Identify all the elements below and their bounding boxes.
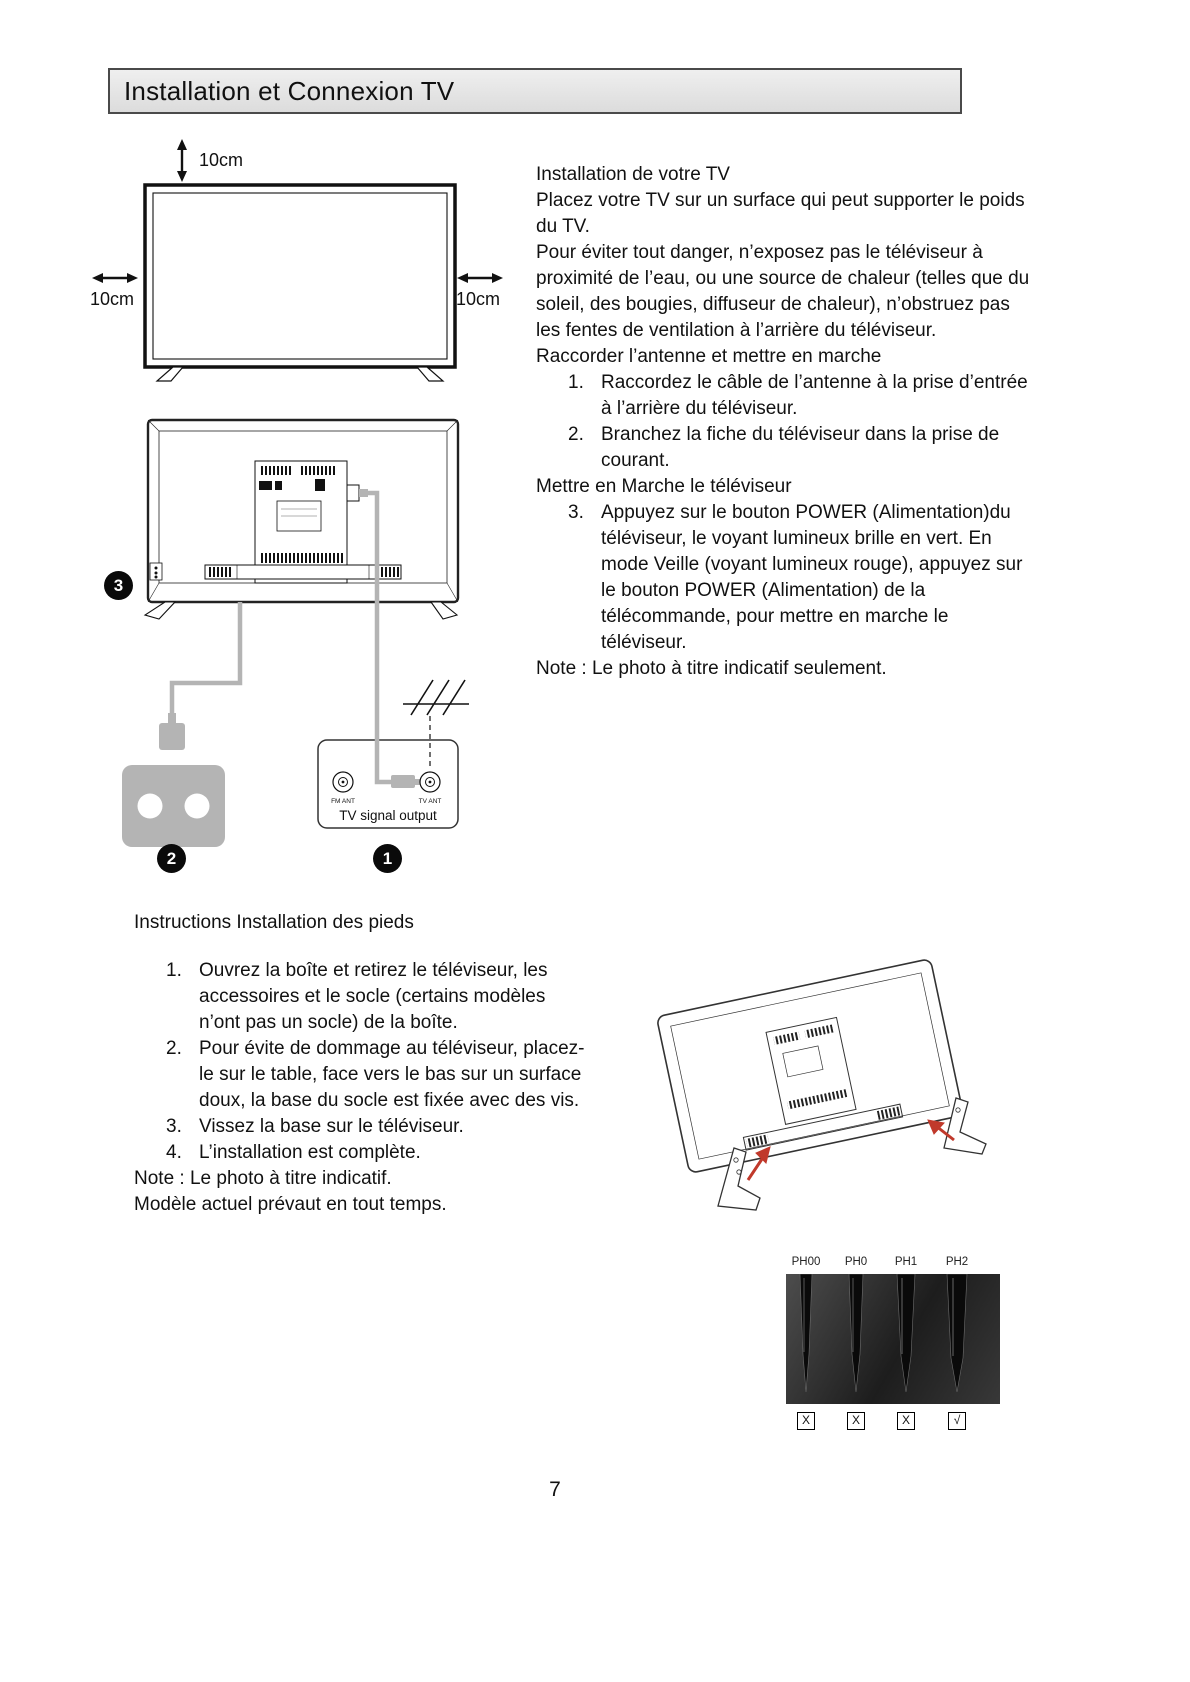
- feet-step-2: [134, 1036, 586, 1114]
- clearance-arrow-top: [177, 139, 187, 182]
- feet-step-4: [134, 1140, 586, 1166]
- screwdriver-label-ph2: PH2: [945, 1256, 969, 1268]
- screwdriver-tip-ph1: [897, 1274, 915, 1392]
- tv-front-foot-left: [157, 367, 183, 381]
- screwdriver-tips-illustration: [786, 1274, 1000, 1404]
- outlet-hole: [185, 794, 210, 819]
- feet-note-line-1: Note : Le photo à titre indicatif.: [134, 1168, 392, 1189]
- coax-plug: [391, 775, 415, 788]
- signal-box-caption: TV signal output: [339, 808, 437, 823]
- tv-front-foot-right: [417, 367, 443, 381]
- port: [315, 479, 325, 491]
- list-number: 2.: [568, 424, 584, 445]
- clearance-arrow-left: [92, 273, 138, 283]
- antenna-heading: Raccorder l’antenne et mettre en marche: [536, 346, 882, 367]
- page-number: 7: [549, 1478, 561, 1501]
- list-item-text: Branchez la fiche du téléviseur dans la prise de courant.: [601, 424, 1000, 471]
- list-item-text: Ouvrez la boîte et retirez le téléviseur, les accessoires et le socle (certains modèles n’ont pas un socle) de la boîte.: [199, 960, 548, 1033]
- screwdriver-tip-ph00: [800, 1274, 812, 1392]
- antenna-step-2: [536, 422, 1036, 474]
- tv-back-foot-right: [431, 602, 457, 619]
- screwdriver-label-ph00: PH00: [791, 1256, 821, 1268]
- screwdriver-label-ph1: PH1: [894, 1256, 918, 1268]
- outlet-hole: [138, 794, 163, 819]
- power-cable: [122, 602, 240, 847]
- vent-strip: [259, 553, 343, 563]
- install-paragraph-2: Pour éviter tout danger, n’exposez pas le téléviseur à proximité de l’eau, ou une source de chaleur (telles que du soleil, des bougies, diffuseur de chaleur), n’obstruez pas les fentes de ventilation à l’arrière du téléviseur.: [536, 242, 1030, 341]
- install-paragraph-1: Placez votre TV sur un surface qui peut supporter le poids du TV.: [536, 190, 1025, 237]
- feet-step-list: [134, 958, 586, 1166]
- antenna-port: [347, 485, 359, 501]
- list-item-text: L’installation est complète.: [199, 1142, 421, 1163]
- checkbox-ph00: X: [797, 1412, 815, 1430]
- tv-back-feet: [145, 602, 457, 619]
- page-title: [108, 68, 962, 114]
- step-3-marker: [104, 571, 133, 600]
- screwdriver-panel: [783, 1256, 1005, 1438]
- checkbox-ph0: X: [847, 1412, 865, 1430]
- tv-back-connection-diagram: [85, 413, 515, 878]
- photo-note: Note : Le photo à titre indicatif seulement.: [536, 658, 887, 679]
- port: [259, 481, 272, 490]
- step-1-number: 1: [382, 848, 393, 868]
- power-on-step-3: [536, 500, 1036, 656]
- list-item-text: Vissez la base sur le téléviseur.: [199, 1116, 464, 1137]
- list-number: 1.: [166, 960, 182, 981]
- wall-outlet: [122, 765, 225, 847]
- screwdriver-label-ph0: PH0: [844, 1256, 868, 1268]
- tv-front-outline: [145, 185, 455, 381]
- step-1-marker: [373, 844, 402, 873]
- clearance-left-label: 10cm: [90, 289, 135, 309]
- checkbox-ph1: X: [897, 1412, 915, 1430]
- clearance-top-label: 10cm: [199, 150, 244, 170]
- list-item-text: Raccordez le câble de l’antenne à la prise d’entrée à l’arrière du téléviseur.: [601, 372, 1028, 419]
- list-item-text: Pour évite de dommage au téléviseur, placez-le sur le table, face vers le bas sur un surface doux, la base du socle est fixée avec des vis.: [199, 1038, 585, 1111]
- barcode-strip: [299, 466, 337, 475]
- stand-assembly-diagram: [598, 948, 1023, 1243]
- screwdriver-tip-ph2: [947, 1274, 967, 1392]
- feet-heading: Instructions Installation des pieds: [134, 912, 414, 933]
- feet-step-1: [134, 958, 586, 1036]
- list-number: 4.: [166, 1142, 182, 1163]
- page-title-text: Installation et Connexion TV: [124, 75, 455, 106]
- antenna-step-1: [536, 370, 1036, 422]
- tilted-tv-back: [656, 959, 963, 1174]
- list-number: 2.: [166, 1038, 182, 1059]
- list-number: 3.: [166, 1116, 182, 1137]
- tv-back-foot-left: [145, 602, 175, 619]
- clearance-arrow-right: [457, 273, 503, 283]
- tv-front-clearance-diagram: [85, 133, 515, 395]
- instructions-column: [536, 162, 1036, 682]
- fm-ant-label: FM ANT: [331, 798, 355, 805]
- screwdriver-photo: [786, 1274, 1000, 1404]
- feet-step-3: [134, 1114, 586, 1140]
- list-number: 1.: [568, 372, 584, 393]
- step-2-number: 2: [166, 848, 177, 868]
- port: [275, 481, 282, 490]
- screwdriver-tip-ph0: [849, 1274, 863, 1392]
- clearance-right-label: 10cm: [456, 289, 501, 309]
- barcode-strip: [261, 466, 293, 475]
- feet-instructions-column: [134, 910, 586, 1218]
- step-3-number: 3: [113, 575, 124, 595]
- step-2-marker: [157, 844, 186, 873]
- tv-ant-label: TV ANT: [418, 798, 442, 805]
- install-heading: Installation de votre TV: [536, 164, 730, 185]
- power-on-heading: Mettre en Marche le téléviseur: [536, 476, 792, 497]
- checkbox-ph2: √: [948, 1412, 966, 1430]
- feet-note-line-2: Modèle actuel prévaut en tout temps.: [134, 1194, 447, 1215]
- list-number: 3.: [568, 502, 584, 523]
- power-plug: [159, 723, 185, 750]
- list-item-text: Appuyez sur le bouton POWER (Alimentation)du téléviseur, le voyant lumineux brille en vert. En mode Veille (voyant lumineux rouge), appuyez sur le bouton POWER (Alimentation) de la télécommande, pour mettre en marche le téléviseur.: [601, 502, 1023, 653]
